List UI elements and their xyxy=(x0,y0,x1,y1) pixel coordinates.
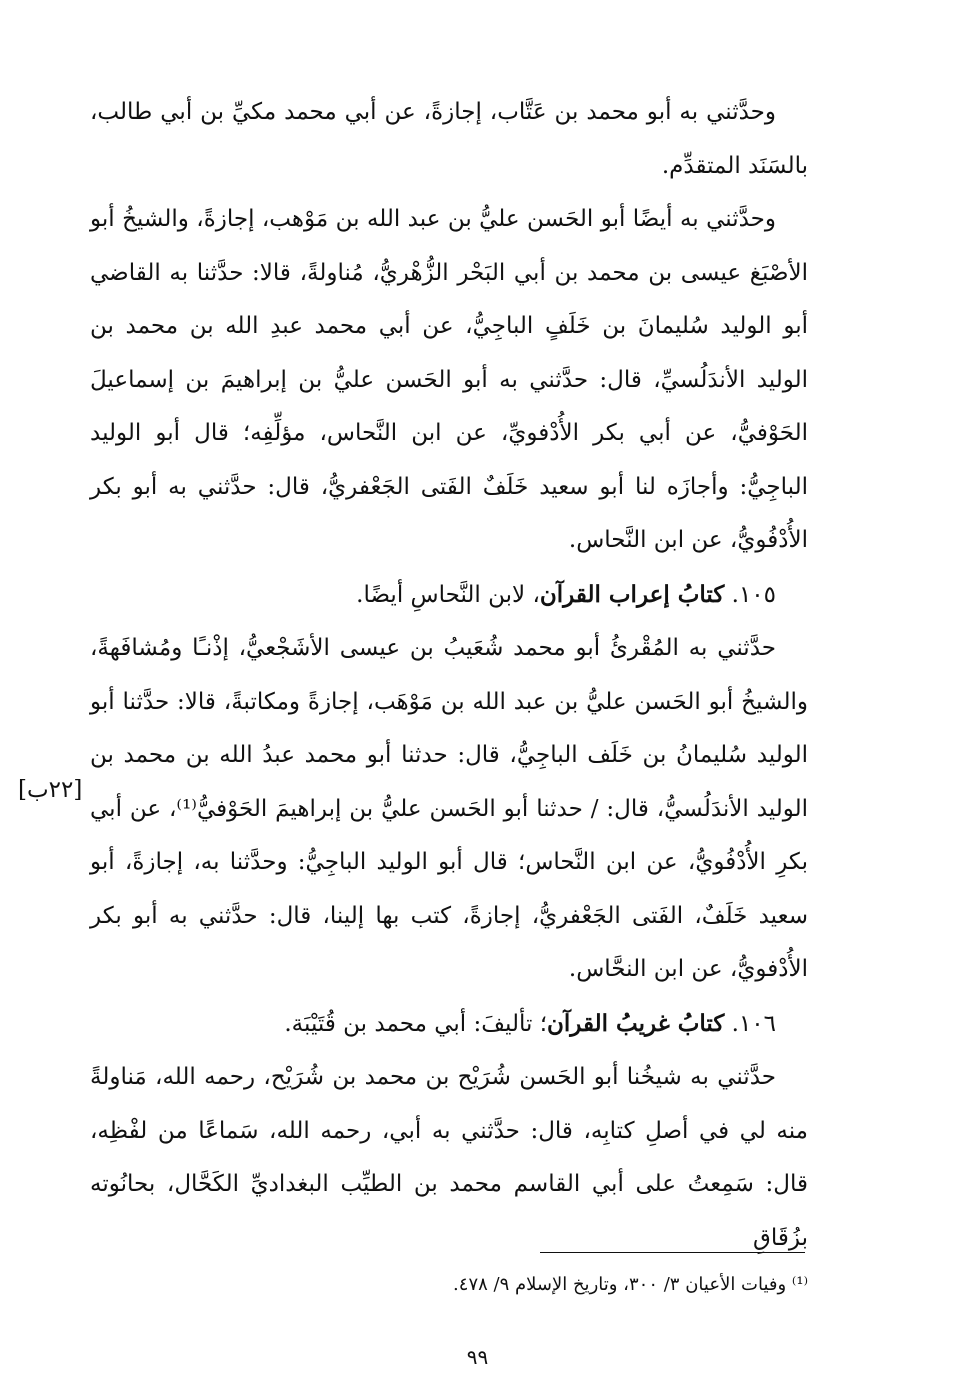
folio-margin-note: [٢٢ب] xyxy=(18,777,83,803)
heading-105-rest: ، لابن النَّحاسِ أيضًا. xyxy=(356,581,540,608)
heading-105-number: ١٠٥. xyxy=(731,581,776,608)
heading-105-title: كتابُ إعراب القرآن xyxy=(539,580,725,608)
paragraph-2: وحدَّثني به أيضًا أبو الحَسن عليُّ بن عبد الله بن مَوْهب، إجازةً، والشيخُ أبو الأصْبَغ عيسى بن محمد بن أبي البَحْر الزُّهْريُّ، مُناولةً، قالا: حدَّثنا به القاضي أبو الوليد سُليمانَ بن خَلَفٍ الباجِيُّ، عن أبي محمد عبدِ الله بن محمد بن الوليد الأندَلُسيِّ، قال: حدَّثني به أبو الحَسن عليُّ بن إبراهيمَ بن إسماعيلَ الحَوْفيُّ، عن أبي بكر الأُدْفويِّ، عن ابن النَّحاس، مؤلِّفِه؛ قال أبو الوليد الباجِيُّ: وأجازَه لنا أبو سعيد خَلَفٌ الفَتى الجَعْفريُّ، قال: حدَّثني به أبو بكر الأُدْفُويُّ، عن ابن النَّحاس. xyxy=(90,206,808,553)
page-number: ٩٩ xyxy=(466,1345,489,1369)
heading-106 xyxy=(90,997,808,1052)
paragraph-3: حدَّثني به المُقْرئُ أبو محمد شُعَيبُ بن عيسى الأشَجْعيُّ، إذْنـًا ومُشافَهةً، والشيخُ أبو الحَسن عليُّ بن عبد الله بن مَوْهَب، إجازةً ومكاتبةً، قالا: حدَّثنا أبو الوليد سُليمانُ بن خَلَف الباجِيُّ، قال: حدثنا أبو محمد عبدُ الله بن محمد بن الوليد الأندَلُسيُّ، قال: / حدثنا أبو الحَسن عليُّ بن إبراهيمَ الحَوْفيُّ⁽¹⁾، عن أبي بكرِ الأُدْفُويُّ، عن ابن النَّحاس؛ قال أبو الوليد الباجِيُّ: وحدَّثنا به، إجازةً، أبو سعيد خَلَفٌ، الفَتى الجَعْفريُّ، إجازةً، كتب بها إلينا، قال: حدَّثني به أبو بكر الأُدْفويُّ، عن ابن النحَّاس. xyxy=(90,635,809,982)
heading-106-title: كتابُ غريبُ القرآن xyxy=(547,1009,725,1037)
paragraph-1: وحدَّثني به أبو محمد بن عَتَّاب، إجازةً، عن أبي محمد مكيِّ بن أبي طالب، بالسَنَد المتقدِّم. xyxy=(90,99,808,179)
heading-105 xyxy=(90,568,808,623)
footnote-separator xyxy=(540,1252,805,1253)
footnote: ⁽¹⁾ وفيات الأعيان ٣/ ٣٠٠، وتاريخ الإسلام ٩/ ٤٧٨. xyxy=(453,1274,808,1295)
paragraph-4: حدَّثني به شيخُنا أبو الحَسن شُرَيْح بن محمد بن شُرَيْح، رحمه الله، مَناولةً منه لي في أصلِ كتابِه، قال: حدَّثني به أبي، رحمه الله، سَماعًا من لفْظِه، قال: سَمِعتُ على أبي القاسم محمد بن الطيِّب البغداديِّ الكَحَّال، بحانُوته بزُقَاقِ xyxy=(90,1064,808,1251)
heading-106-number: ١٠٦. xyxy=(731,1010,776,1037)
main-text xyxy=(90,86,808,1265)
heading-106-rest: ؛ تأليفَ: أبي محمد بن قُتَيْبَة. xyxy=(284,1010,548,1037)
